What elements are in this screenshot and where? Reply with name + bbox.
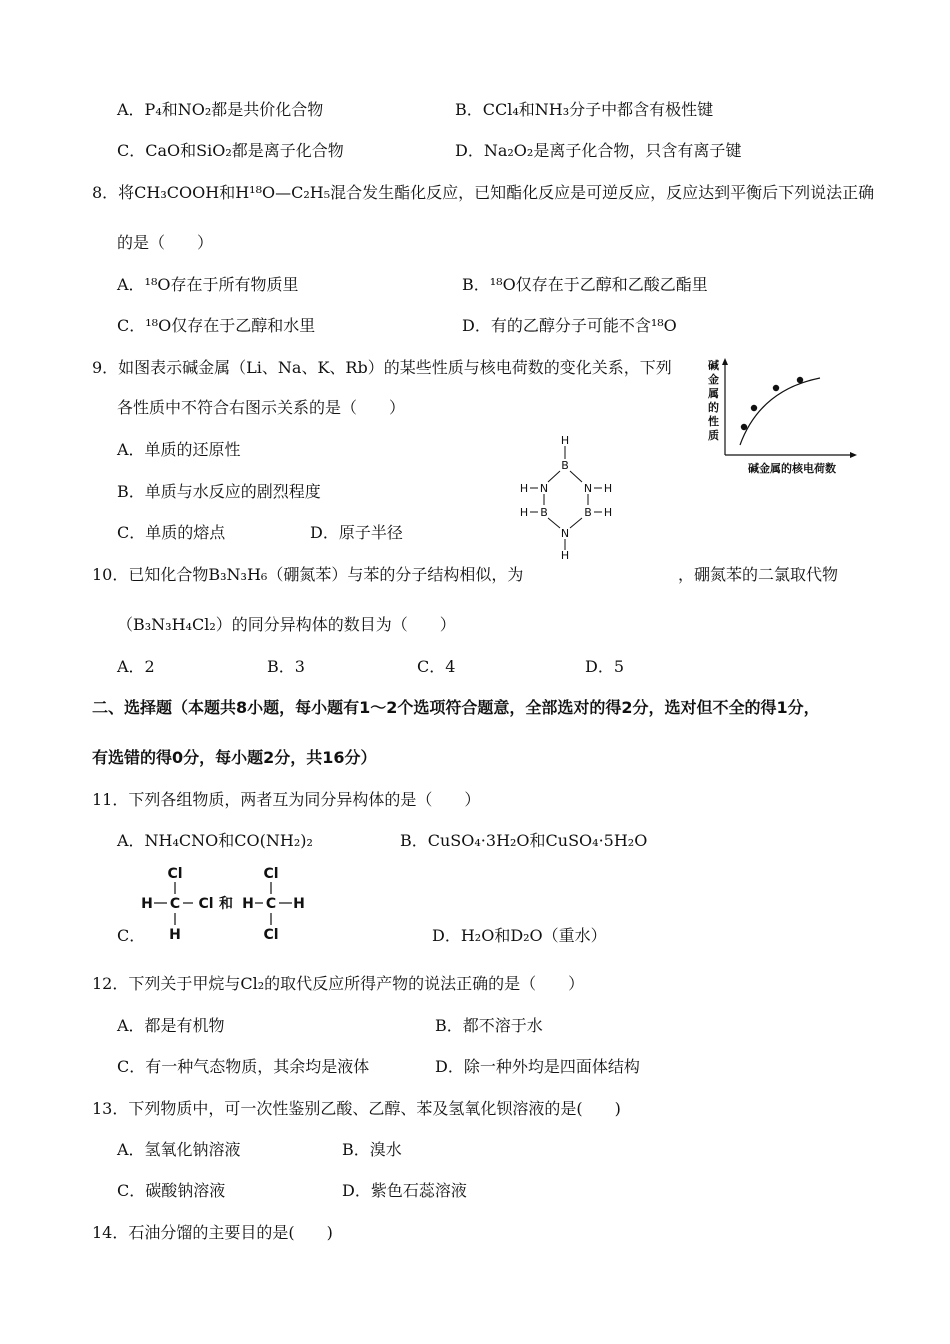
q8-stem: 8．将CH₃COOH和H¹⁸O—C₂H₅混合发生酯化反应，已知酯化反应是可逆反应，反应达到平衡后下列说法正确: [92, 183, 875, 202]
data-point-rb: [797, 377, 803, 383]
y-label-char: 的: [708, 401, 719, 414]
q13-option-a: A．氢氧化钠溶液: [117, 1140, 241, 1159]
and-text: 和: [219, 896, 233, 912]
data-point-na: [751, 405, 757, 411]
q9-alkali-metal-graph: [700, 355, 860, 480]
q13-option-b: B．溴水: [342, 1140, 402, 1159]
q10-option-d: D．5: [585, 657, 625, 676]
q10-stem-right: ，硼氮苯的二氯取代物: [678, 565, 839, 584]
y-axis-arrow-icon: [722, 358, 728, 365]
q11-option-d: D．H₂O和D₂O（重水）: [432, 926, 607, 945]
q8-stem-cont: 的是（ ）: [117, 233, 214, 252]
q10-stem-cont: （B₃N₃H₄Cl₂）的同分异构体的数目为（ ）: [117, 615, 456, 634]
atom-n: N: [560, 527, 570, 540]
atom-h: H: [519, 506, 529, 519]
atom-h: H: [293, 896, 305, 912]
atom-c: C: [265, 896, 277, 912]
atom-n: N: [583, 482, 593, 495]
q9-stem: 9．如图表示碱金属（Li、Na、K、Rb）的某些性质与核电荷数的变化关系，下列: [92, 358, 672, 377]
atom-h: H: [519, 482, 529, 495]
q11-option-a: A．NH₄CNO和CO(NH₂)₂: [117, 831, 313, 850]
q8-option-c: C．¹⁸O仅存在于乙醇和水里: [117, 316, 316, 335]
atom-cl: Cl: [198, 896, 214, 912]
q10-option-c: C．4: [417, 657, 456, 676]
q7-option-a: A．P₄和NO₂都是共价化合物: [117, 100, 324, 119]
q11-stem: 11．下列各组物质，两者互为同分异构体的是（ ）: [92, 790, 481, 809]
q13-option-c: C．碳酸钠溶液: [117, 1181, 226, 1200]
q12-option-b: B．都不溶于水: [435, 1016, 543, 1035]
dichloromethane-structures: [138, 862, 318, 944]
atom-h: H: [603, 482, 613, 495]
atom-cl: Cl: [263, 927, 279, 943]
atom-h: H: [560, 434, 570, 447]
atom-h: H: [560, 549, 570, 560]
q14-stem: 14．石油分馏的主要目的是( ): [92, 1223, 333, 1242]
atom-b: B: [584, 506, 592, 519]
atom-n: N: [539, 482, 549, 495]
q8-option-d: D．有的乙醇分子可能不含¹⁸O: [462, 316, 677, 335]
y-label-char: 性: [708, 415, 719, 428]
q10-option-a: A．2: [117, 657, 155, 676]
trend-curve: [740, 378, 820, 445]
y-label-char: 属: [708, 387, 719, 400]
q13-stem: 13．下列物质中，可一次性鉴别乙酸、乙醇、苯及氢氧化钡溶液的是( ): [92, 1099, 621, 1118]
section-2-heading: 二、选择题（本题共8小题，每小题有1～2个选项符合题意，全部选对的得2分，选对但不全的得1分，: [92, 698, 820, 717]
x-axis-arrow-icon: [850, 452, 857, 458]
q8-option-b: B．¹⁸O仅存在于乙醇和乙酸乙酯里: [462, 275, 708, 294]
q7-option-c: C．CaO和SiO₂都是离子化合物: [117, 141, 344, 160]
q9-option-c: C．单质的熔点: [117, 523, 226, 542]
q7-option-d: D．Na₂O₂是离子化合物，只含有离子键: [455, 141, 742, 160]
atom-h: H: [603, 506, 613, 519]
q12-option-a: A．都是有机物: [117, 1016, 225, 1035]
section-2-heading-cont: 有选错的得0分，每小题2分，共16分）: [92, 748, 377, 767]
atom-h: H: [242, 896, 254, 912]
y-label-char: 金: [708, 373, 719, 386]
atom-c: C: [169, 896, 181, 912]
q13-option-d: D．紫色石蕊溶液: [342, 1181, 467, 1200]
q9-option-b: B．单质与水反应的剧烈程度: [117, 482, 321, 501]
q10-stem: 10．已知化合物B₃N₃H₆（硼氮苯）与苯的分子结构相似，为: [92, 565, 524, 584]
q9-option-d: D．原子半径: [310, 523, 403, 542]
q10-option-b: B．3: [267, 657, 305, 676]
y-label-char: 碱: [708, 359, 719, 372]
x-axis-label: 碱金属的核电荷数: [748, 462, 836, 475]
atom-b: B: [540, 506, 548, 519]
atom-h: H: [141, 896, 153, 912]
y-label-char: 质: [708, 429, 719, 442]
data-point-li: [741, 424, 747, 430]
q11-option-c: C．: [117, 926, 146, 945]
q8-option-a: A．¹⁸O存在于所有物质里: [117, 275, 299, 294]
atom-h: H: [169, 927, 181, 943]
q11-option-b: B．CuSO₄·3H₂O和CuSO₄·5H₂O: [400, 831, 648, 850]
borazine-structure: [510, 430, 620, 560]
q12-option-c: C．有一种气态物质，其余均是液体: [117, 1057, 370, 1076]
q9-stem-cont: 各性质中不符合右图示关系的是（ ）: [117, 398, 406, 417]
atom-cl: Cl: [167, 866, 183, 882]
q12-option-d: D．除一种外均是四面体结构: [435, 1057, 640, 1076]
q12-stem: 12．下列关于甲烷与Cl₂的取代反应所得产物的说法正确的是（ ）: [92, 974, 585, 993]
atom-b: B: [561, 459, 569, 472]
atom-cl: Cl: [263, 866, 279, 882]
data-point-k: [773, 385, 779, 391]
q7-option-b: B．CCl₄和NH₃分子中都含有极性键: [455, 100, 714, 119]
q9-option-a: A．单质的还原性: [117, 440, 241, 459]
